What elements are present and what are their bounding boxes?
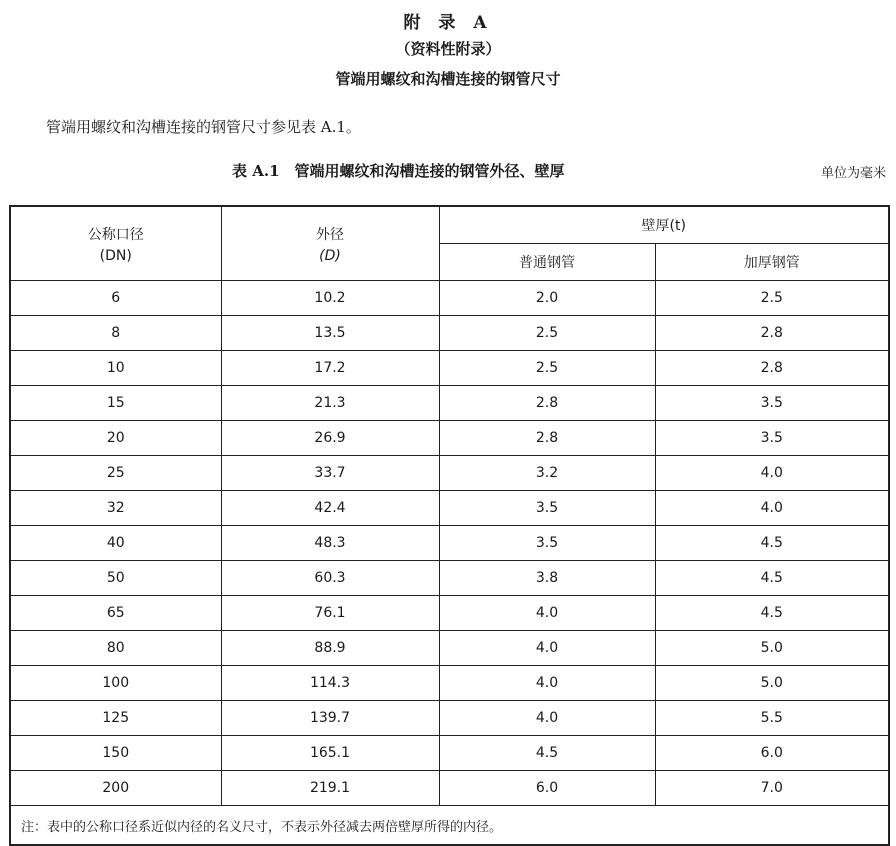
cell-nominal-diameter: 150: [10, 736, 221, 771]
cell-normal-wall: 2.8: [439, 421, 655, 456]
appendix-subtitle: （资料性附录）: [395, 40, 501, 58]
cell-nominal-diameter: 25: [10, 456, 221, 491]
cell-thick-wall: 5.5: [655, 701, 889, 736]
cell-nominal-diameter: 6: [10, 281, 221, 316]
table-row: [10, 316, 889, 351]
table-row: [10, 421, 889, 456]
cell-thick-wall: 7.0: [655, 771, 889, 806]
cell-outer-diameter: 17.2: [221, 351, 439, 386]
header-wall-thickness: 壁厚(t): [439, 206, 889, 244]
header-normal-pipe: 普通钢管: [439, 244, 655, 281]
header-thick-pipe: 加厚钢管: [655, 244, 889, 281]
table-row: [10, 526, 889, 561]
cell-outer-diameter: 33.7: [221, 456, 439, 491]
header-outer-diameter: [221, 206, 439, 281]
cell-outer-diameter: 13.5: [221, 316, 439, 351]
cell-nominal-diameter: 20: [10, 421, 221, 456]
table-row: [10, 561, 889, 596]
cell-thick-wall: 4.5: [655, 561, 889, 596]
cell-normal-wall: 3.5: [439, 526, 655, 561]
header-dn-symbol: (DN): [99, 247, 132, 264]
cell-normal-wall: 4.0: [439, 666, 655, 701]
cell-nominal-diameter: 200: [10, 771, 221, 806]
cell-outer-diameter: 26.9: [221, 421, 439, 456]
cell-thick-wall: 2.8: [655, 316, 889, 351]
cell-outer-diameter: 10.2: [221, 281, 439, 316]
cell-thick-wall: 3.5: [655, 421, 889, 456]
cell-outer-diameter: 219.1: [221, 771, 439, 806]
cell-outer-diameter: 21.3: [221, 386, 439, 421]
cell-thick-wall: 2.8: [655, 351, 889, 386]
cell-normal-wall: 3.2: [439, 456, 655, 491]
table-row: [10, 736, 889, 771]
cell-thick-wall: 4.0: [655, 456, 889, 491]
cell-outer-diameter: 76.1: [221, 596, 439, 631]
table-row: [10, 701, 889, 736]
cell-thick-wall: 4.0: [655, 491, 889, 526]
table-caption: 表 A.1 管端用螺纹和沟槽连接的钢管外径、壁厚: [232, 162, 565, 180]
cell-normal-wall: 4.5: [439, 736, 655, 771]
table-row: [10, 666, 889, 701]
cell-nominal-diameter: 32: [10, 491, 221, 526]
cell-outer-diameter: 88.9: [221, 631, 439, 666]
table-body: [10, 281, 889, 806]
cell-outer-diameter: 42.4: [221, 491, 439, 526]
table-row: [10, 491, 889, 526]
cell-normal-wall: 4.0: [439, 631, 655, 666]
appendix-title: 附 录 A: [403, 13, 493, 33]
table-row: [10, 771, 889, 806]
cell-normal-wall: 4.0: [439, 701, 655, 736]
cell-nominal-diameter: 8: [10, 316, 221, 351]
cell-normal-wall: 2.5: [439, 351, 655, 386]
cell-normal-wall: 2.5: [439, 316, 655, 351]
cell-nominal-diameter: 15: [10, 386, 221, 421]
table-row: [10, 631, 889, 666]
appendix-heading: 管端用螺纹和沟槽连接的钢管尺寸: [335, 70, 561, 88]
cell-nominal-diameter: 40: [10, 526, 221, 561]
cell-outer-diameter: 165.1: [221, 736, 439, 771]
table-row: [10, 281, 889, 316]
cell-normal-wall: 3.8: [439, 561, 655, 596]
header-od-symbol: (D): [319, 247, 341, 264]
cell-outer-diameter: 139.7: [221, 701, 439, 736]
cell-thick-wall: 2.5: [655, 281, 889, 316]
cell-outer-diameter: 60.3: [221, 561, 439, 596]
table-row: [10, 596, 889, 631]
header-dn-label: 公称口径: [87, 226, 144, 243]
cell-normal-wall: 2.0: [439, 281, 655, 316]
pipe-dimension-table: [9, 205, 890, 846]
table-row: [10, 456, 889, 491]
cell-nominal-diameter: 65: [10, 596, 221, 631]
intro-paragraph: 管端用螺纹和沟槽连接的钢管尺寸参见表 A.1。: [46, 118, 361, 136]
cell-normal-wall: 3.5: [439, 491, 655, 526]
cell-thick-wall: 4.5: [655, 526, 889, 561]
cell-thick-wall: 5.0: [655, 631, 889, 666]
cell-nominal-diameter: 125: [10, 701, 221, 736]
table-row: [10, 386, 889, 421]
table-row: [10, 351, 889, 386]
cell-nominal-diameter: 80: [10, 631, 221, 666]
cell-nominal-diameter: 50: [10, 561, 221, 596]
cell-normal-wall: 4.0: [439, 596, 655, 631]
cell-nominal-diameter: 10: [10, 351, 221, 386]
cell-thick-wall: 3.5: [655, 386, 889, 421]
cell-thick-wall: 4.5: [655, 596, 889, 631]
cell-outer-diameter: 48.3: [221, 526, 439, 561]
cell-normal-wall: 6.0: [439, 771, 655, 806]
cell-nominal-diameter: 100: [10, 666, 221, 701]
cell-thick-wall: 5.0: [655, 666, 889, 701]
cell-normal-wall: 2.8: [439, 386, 655, 421]
cell-outer-diameter: 114.3: [221, 666, 439, 701]
unit-label: 单位为毫米: [820, 166, 886, 181]
header-od-label: 外径: [316, 226, 344, 243]
header-nominal-diameter: [10, 206, 221, 281]
cell-thick-wall: 6.0: [655, 736, 889, 771]
table-note: 注：表中的公称口径系近似内径的名义尺寸，不表示外径减去两倍壁厚所得的内径。: [10, 806, 889, 846]
